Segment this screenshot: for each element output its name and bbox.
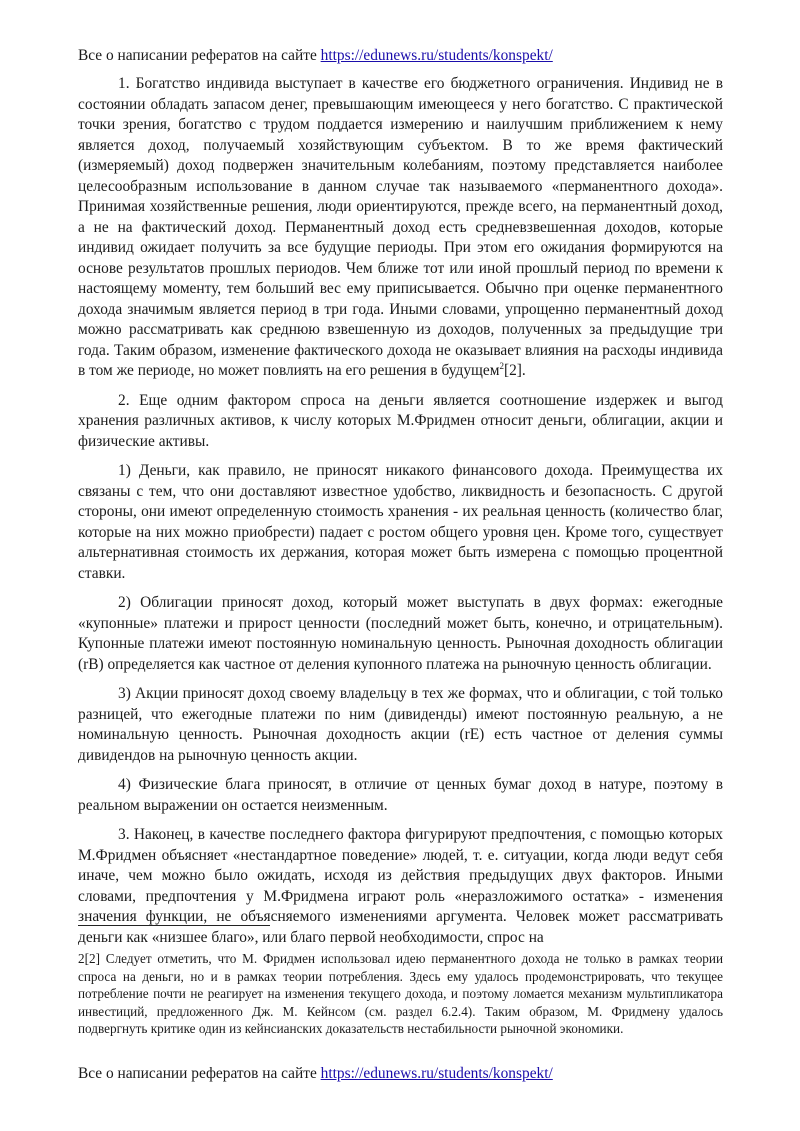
- footer-text: Все о написании рефератов на сайте: [78, 1065, 321, 1082]
- paragraph-6: 4) Физические блага приносят, в отличие от ценных бумаг доход в натуре, поэтому в реальном выражении он остается неизменным.: [78, 776, 723, 814]
- footnote-marker[interactable]: 2: [499, 360, 504, 371]
- footnote-ref: [2].: [503, 362, 526, 379]
- document-body: [78, 74, 723, 957]
- paragraph-7: 3. Наконец, в качестве последнего фактора фигурируют предпочтения, с помощью которых М.Фридмен объясняет «нестандартное поведение» людей, т. е. ситуации, когда люди ведут себя иначе, чем можно было ожидать, исходя из действия предыдущих двух факторов. Иными словами, предпочтения у М.Фридмена играют роль «неразложимого остатка» - изменения значения функции, не объясняемого изменениями аргумента. Человек может рассматривать деньги как «низшее благо», или благо первой необходимости, спрос на: [78, 826, 723, 946]
- paragraph-4: 2) Облигации приносят доход, который может выступать в двух формах: ежегодные «купонные» платежи и прирост ценности (последний может быть, конечно, и отрицательным). Купонные платежи имеют постоянную номинальную ценность. Рыночная доходность облигации (rB) определяется как частное от деления купонного платежа на рыночную ценность облигации.: [78, 594, 723, 673]
- page-header: [78, 46, 553, 66]
- page-footer: [78, 1064, 553, 1084]
- paragraph-1: [78, 74, 723, 382]
- header-link[interactable]: https://edunews.ru/students/konspekt/: [320, 47, 553, 64]
- paragraph-3: 1) Деньги, как правило, не приносят никакого финансового дохода. Преимущества их связаны с тем, что они доставляют известное удобство, ликвидность и безопасность. С другой стороны, они имеют определенную стоимость хранения - их реальная ценность (количество благ, которые на них можно приобрести) падает с ростом общего уровня цен. Кроме того, существует альтернативная стоимость их держания, которая может быть измерена с помощью процентной ставки.: [78, 462, 723, 582]
- footnote: 2[2] Следует отметить, что М. Фридмен использовал идею перманентного дохода не только в рамках теории спроса на деньги, но и в рамках теории потребления. Здесь ему удалось продемонстрировать, что текущее потребление почти не реагирует на изменения текущего дохода, и поэтому ломается механизм мультипликатора инвестиций, предложенного Дж. М. Кейнсом (см. раздел 6.2.4). Таким образом, М. Фридмену удалось подвергнуть критике один из кейнсианских доказательств нестабильности рыночной экономики.: [78, 951, 723, 1037]
- paragraph-5: 3) Акции приносят доход своему владельцу в тех же формах, что и облигации, с той только разницей, что ежегодные платежи по ним (дивиденды) имеют постоянную реальную, а не номинальную ценность. Рыночная доходность акции (rE) есть частное от деления суммы дивидендов на рыночную ценность акции.: [78, 685, 723, 764]
- paragraph-1-text: 1. Богатство индивида выступает в качестве его бюджетного ограничения. Индивид не в состоянии обладать запасом денег, превышающим имеющееся у него богатство. С практической точки зрения, богатство с трудом поддается измерению и наилучшим приближением к нему является доход, получаемый хозяйствующим субъектом. В то же время фактический (измеряемый) доход подвержен значительным колебаниям, поэтому представляется наиболее целесообразным использование в данном случае так называемого «перманентного дохода». Принимая хозяйственные решения, люди ориентируются, прежде всего, на перманентный доход, а не на фактический доход. Перманентный доход есть средневзвешенная доходов, которые индивид ожидает получить за все будущие периоды. При этом его ожидания формируются на основе результатов прошлых периодов. Чем ближе тот или иной прошлый период по времени к настоящему моменту, тем больший вес ему приписывается. Обычно при оценке перманентного дохода значимым является период в три года. Иными словами, упрощенно перманентный доход можно рассматривать как среднюю взвешенную из доходов, полученных за предыдущие три года. Таким образом, изменение фактического дохода не оказывает влияния на расходы индивида в том же периоде, но может повлиять на его решения в будущем: [78, 75, 723, 379]
- paragraph-2: 2. Еще одним фактором спроса на деньги является соотношение издержек и выгод хранения различных активов, к числу которых М.Фридмен относит деньги, облигации, акции и физические активы.: [78, 391, 723, 450]
- footnote-separator: [78, 925, 270, 926]
- footer-link[interactable]: https://edunews.ru/students/konspekt/: [320, 1065, 553, 1082]
- header-text: Все о написании рефератов на сайте: [78, 47, 321, 64]
